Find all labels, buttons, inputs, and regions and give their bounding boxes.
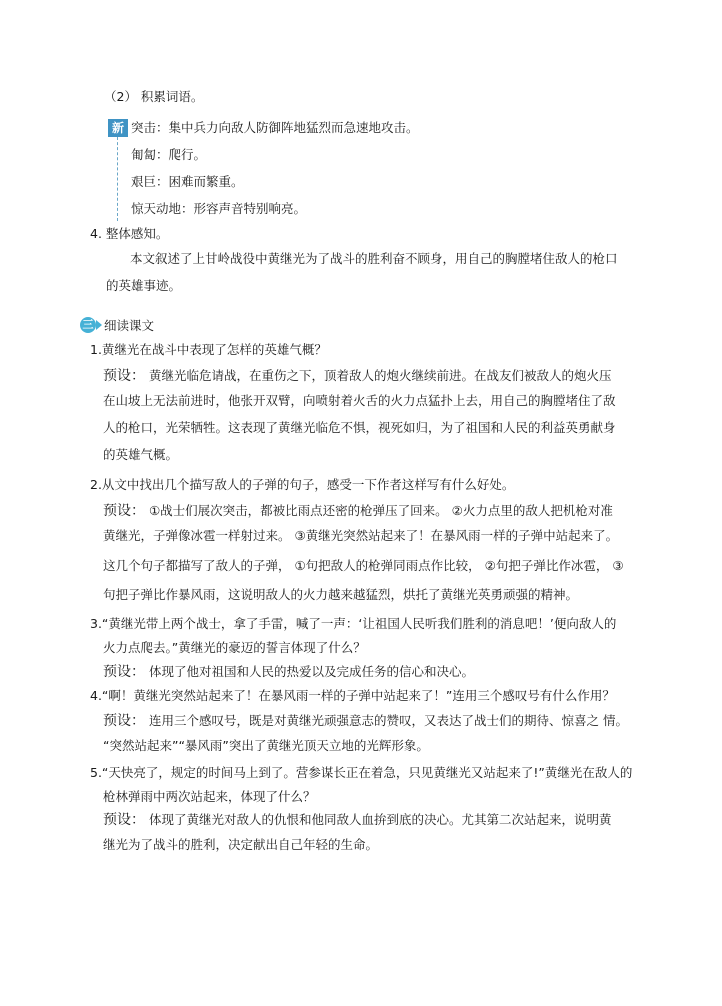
- overview-line-1: 本文叙述了上甘岭战役中黄继光为了战斗的胜利奋不顾身，用自己的胸膛堵住敌人的枪口: [130, 251, 618, 266]
- question-1-answer-line-4: 的英雄气概。: [103, 447, 179, 462]
- answer-label: 预设：: [103, 713, 145, 729]
- question-5-answer-line-2: 继光为了战斗的胜利，决定献出自己年轻的生命。: [103, 837, 379, 852]
- question-1-answer-line-3: 人的枪口，光荣牺牲。这表现了黄继光临危不惧，视死如归，为了祖国和人民的利益英勇献身: [103, 420, 616, 435]
- question-2-answer-line-3: 这几个句子都描写了敌人的子弹， ①句把敌人的枪弹同雨点作比较， ②句把子弹比作冰雹， ③: [103, 558, 624, 573]
- vocab-item-3: 艰巨：困难而繁重。: [131, 174, 244, 189]
- vocab-item-2: 匍匐：爬行。: [131, 147, 207, 162]
- section-arrow-icon: [96, 320, 102, 330]
- question-3-title-line-1: 3.“黄继光带上两个战士，拿了手雷，喊了一声：‘让祖国人民听我们胜利的消息吧！’便向敌人的: [90, 616, 617, 631]
- new-tag-badge: 新: [108, 119, 128, 137]
- question-2-answer-line-4: 句把子弹比作暴风雨，这说明敌人的火力越来越猛烈，烘托了黄继光英勇顽强的精神。: [103, 587, 579, 602]
- question-2-answer-line-2: 黄继光，子弹像冰雹一样射过来。 ③黄继光突然站起来了！在暴风雨一样的子弹中站起来了。: [103, 528, 619, 543]
- question-1-title: 1.黄继光在战斗中表现了怎样的英雄气概？: [90, 342, 327, 357]
- question-4-answer-line-1: 预设： 连用三个感叹号，既是对黄继光顽强意志的赞叹，又表达了战士们的期待、惊喜之 情。: [103, 713, 628, 729]
- question-2-answer-line-1: 预设： ①战士们展次突击，都被比雨点还密的枪弹压了回来。 ②火力点里的敌人把机枪对准: [103, 503, 613, 519]
- question-3-answer-line-1: 预设： 体现了他对祖国和人民的热爱以及完成任务的信心和决心。: [103, 664, 474, 680]
- vocab-item-4: 惊天动地：形容声音特别响亮。: [131, 201, 307, 216]
- question-3-title-line-2: 火力点爬去。”黄继光的豪迈的誓言体现了什么？: [103, 640, 366, 655]
- answer-label: 预设：: [103, 812, 145, 828]
- question-5-title-line-1: 5.“天快亮了，规定的时间马上到了。营参谋长正在着急，只见黄继光又站起来了!”黄继光在敌人的: [90, 765, 633, 780]
- question-5-answer-line-1: 预设： 体现了黄继光对敌人的仇恨和他同敌人血拚到底的决心。尤其第二次站起来，说明黄: [103, 812, 612, 828]
- question-5-title-line-2: 枪林弹雨中两次站起来，体现了什么？: [103, 789, 316, 804]
- question-1-answer-line-1: 预设： 黄继光临危请战，在重伤之下，顶着敌人的炮火继续前进。在战友们被敌人的炮火压: [103, 368, 612, 384]
- section-title: 细读课文: [104, 318, 155, 333]
- answer-label: 预设：: [103, 664, 145, 680]
- overview-heading: 4. 整体感知。: [90, 226, 169, 241]
- answer-label: 预设：: [103, 368, 145, 384]
- question-1-answer-line-2: 在山坡上无法前进时，他张开双臂，向喷射着火舌的火力点猛扑上去，用自己的胸膛堵住了敌: [103, 393, 616, 408]
- answer-label: 预设：: [103, 503, 145, 519]
- section-number-badge: 三: [80, 317, 96, 333]
- overview-line-2: 的英雄事迹。: [106, 278, 182, 293]
- question-2-title: 2.从文中找出几个描写敌人的子弹的句子，感受一下作者这样写有什么好处。: [90, 477, 515, 492]
- question-4-answer-line-2: “突然站起来”“暴风雨”突出了黄继光顶天立地的光辉形象。: [103, 738, 429, 753]
- question-4-title: 4.“啊！黄继光突然站起来了！在暴风雨一样的子弹中站起来了！”连用三个感叹号有什么作用？: [90, 688, 615, 703]
- vocab-divider: [117, 137, 118, 221]
- vocab-item-1: 突击：集中兵力向敌人防御阵地猛烈而急速地攻击。: [131, 120, 419, 135]
- vocab-heading: （2） 积累词语。: [104, 89, 204, 104]
